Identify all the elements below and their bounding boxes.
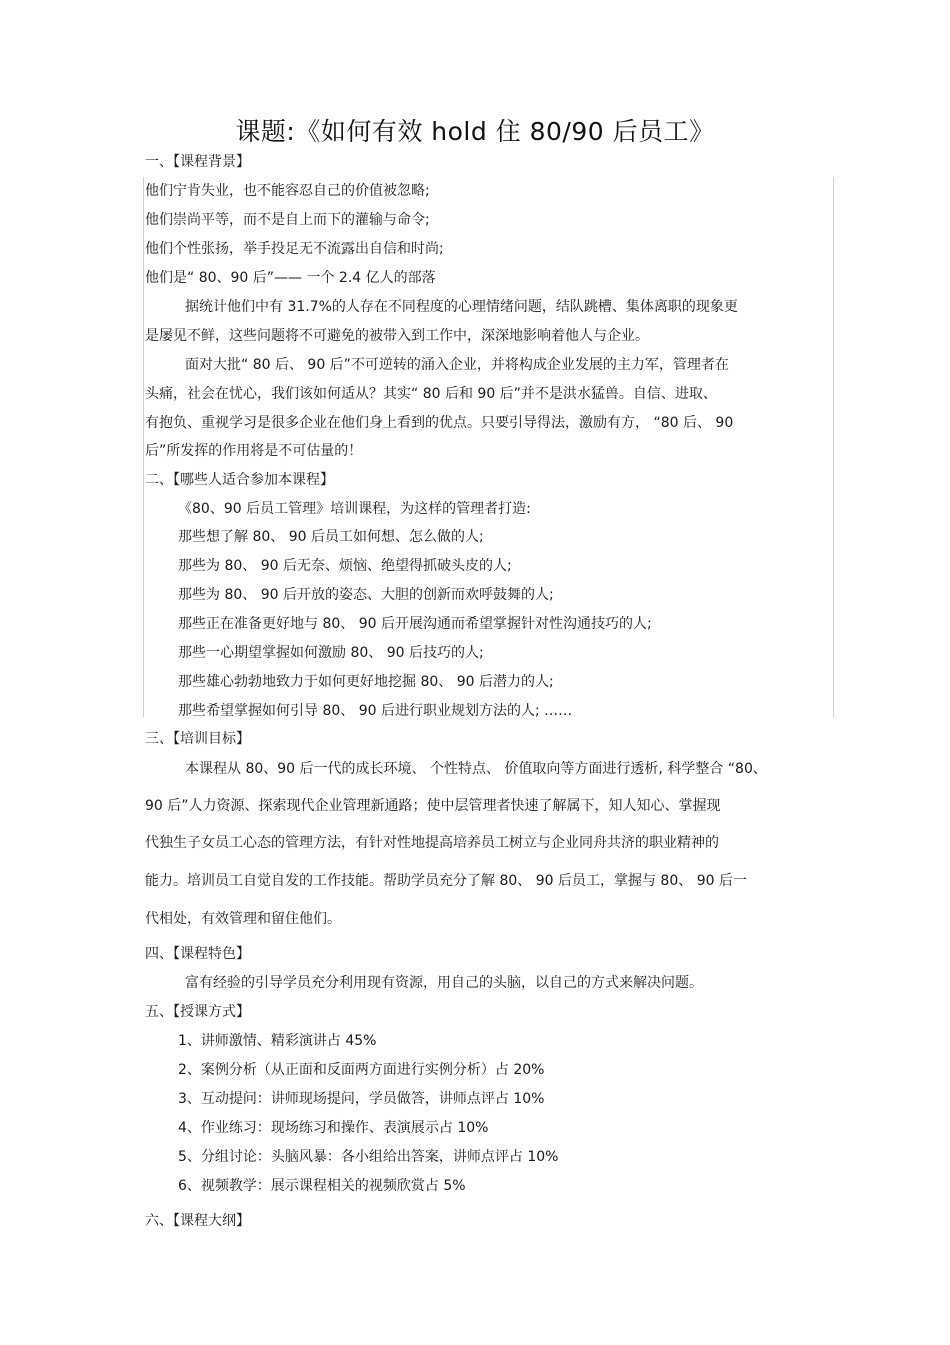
section-heading-audience: 二、【哪些人适合参加本课程】 — [145, 472, 334, 488]
right-margin-rule — [833, 177, 834, 717]
paragraph-line: 代相处，有效管理和留住他们。 — [145, 911, 341, 927]
list-item: 1、讲师激情、精彩演讲占 45% — [178, 1033, 377, 1049]
paragraph-line: 他们是“ 80、90 后”—— 一个 2.4 亿人的部落 — [145, 270, 436, 286]
list-item: 4、作业练习：现场练习和操作、表演展示占 10% — [178, 1120, 489, 1136]
paragraph-line: 后”所发挥的作用将是不可估量的！ — [145, 443, 363, 459]
list-item: 那些为 80、 90 后开放的姿态、大胆的创新而欢呼鼓舞的人; — [178, 587, 554, 603]
list-item: 5、分组讨论：头脑风暴：各小组给出答案，讲师点评占 10% — [178, 1149, 559, 1165]
paragraph-line: 据统计他们中有 31.7%的人存在不同程度的心理情绪问题，结队跳槽、集体离职的现象更 — [185, 299, 738, 315]
paragraph-line: 他们崇尚平等，而不是自上而下的灌输与命令; — [145, 212, 430, 228]
paragraph-line: 是屡见不鲜，这些问题将不可避免的被带入到工作中，深深地影响着他人与企业。 — [145, 328, 649, 344]
list-item: 那些雄心勃勃地致力于如何更好地挖掘 80、 90 后潜力的人; — [178, 674, 554, 690]
paragraph-line: 富有经验的引导学员充分利用现有资源，用自己的头脑，以自己的方式来解决问题。 — [185, 975, 703, 991]
paragraph-line: 本课程从 80、90 后一代的成长环境、 个性特点、 价值取向等方面进行透析, 科学整合 “80、 — [185, 761, 767, 777]
list-item: 那些正在准备更好地与 80、 90 后开展沟通而希望掌握针对性沟通技巧的人; — [178, 616, 652, 632]
paragraph-line: 90 后”人力资源、探索现代企业管理新通路；使中层管理者快速了解属下，知人知心、掌握现 — [145, 798, 721, 814]
list-item: 那些想了解 80、 90 后员工如何想、怎么做的人; — [178, 529, 484, 545]
left-margin-rule — [143, 177, 144, 717]
paragraph-line: 他们个性张扬，举手投足无不流露出自信和时尚; — [145, 241, 444, 257]
section-heading-objectives: 三、【培训目标】 — [145, 731, 250, 747]
section-heading-background: 一、【课程背景】 — [145, 154, 250, 170]
list-item: 6、视频教学：展示课程相关的视频欣赏占 5% — [178, 1178, 466, 1194]
list-item: 那些为 80、 90 后无奈、烦恼、绝望得抓破头皮的人; — [178, 558, 512, 574]
list-item: 2、案例分析（从正面和反面两方面进行实例分析）占 20% — [178, 1062, 545, 1078]
paragraph-line: 头痛，社会在忧心，我们该如何适从？其实“ 80 后和 90 后”并不是洪水猛兽。自信、进取、 — [145, 386, 717, 402]
list-item: 3、互动提问：讲师现场提问，学员做答，讲师点评占 10% — [178, 1091, 545, 1107]
document-title: 课题:《如何有效 hold 住 80/90 后员工》 — [235, 117, 715, 146]
paragraph-line: 《80、90 后员工管理》培训课程，为这样的管理者打造: — [178, 501, 531, 517]
list-item: 那些一心期望掌握如何激励 80、 90 后技巧的人; — [178, 645, 484, 661]
paragraph-line: 面对大批“ 80 后、 90 后”不可逆转的涌入企业，并将构成企业发展的主力军，管理者在 — [185, 357, 729, 373]
section-heading-features: 四、【课程特色】 — [145, 946, 250, 962]
paragraph-line: 他们宁肯失业，也不能容忍自己的价值被忽略; — [145, 183, 430, 199]
paragraph-line: 代独生子女员工心态的管理方法，有针对性地提高培养员工树立与企业同舟共济的职业精神的 — [145, 835, 719, 851]
section-heading-teaching-methods: 五、【授课方式】 — [145, 1004, 250, 1020]
paragraph-line: 能力。培训员工自觉自发的工作技能。帮助学员充分了解 80、 90 后员工，掌握与 80、 90 后一 — [145, 873, 747, 889]
section-heading-outline: 六、【课程大纲】 — [145, 1213, 250, 1229]
paragraph-line: 有抱负、重视学习是很多企业在他们身上看到的优点。只要引导得法，激励有方， “80 后、 90 — [145, 415, 734, 431]
list-item: 那些希望掌握如何引导 80、 90 后进行职业规划方法的人; …… — [178, 703, 573, 719]
